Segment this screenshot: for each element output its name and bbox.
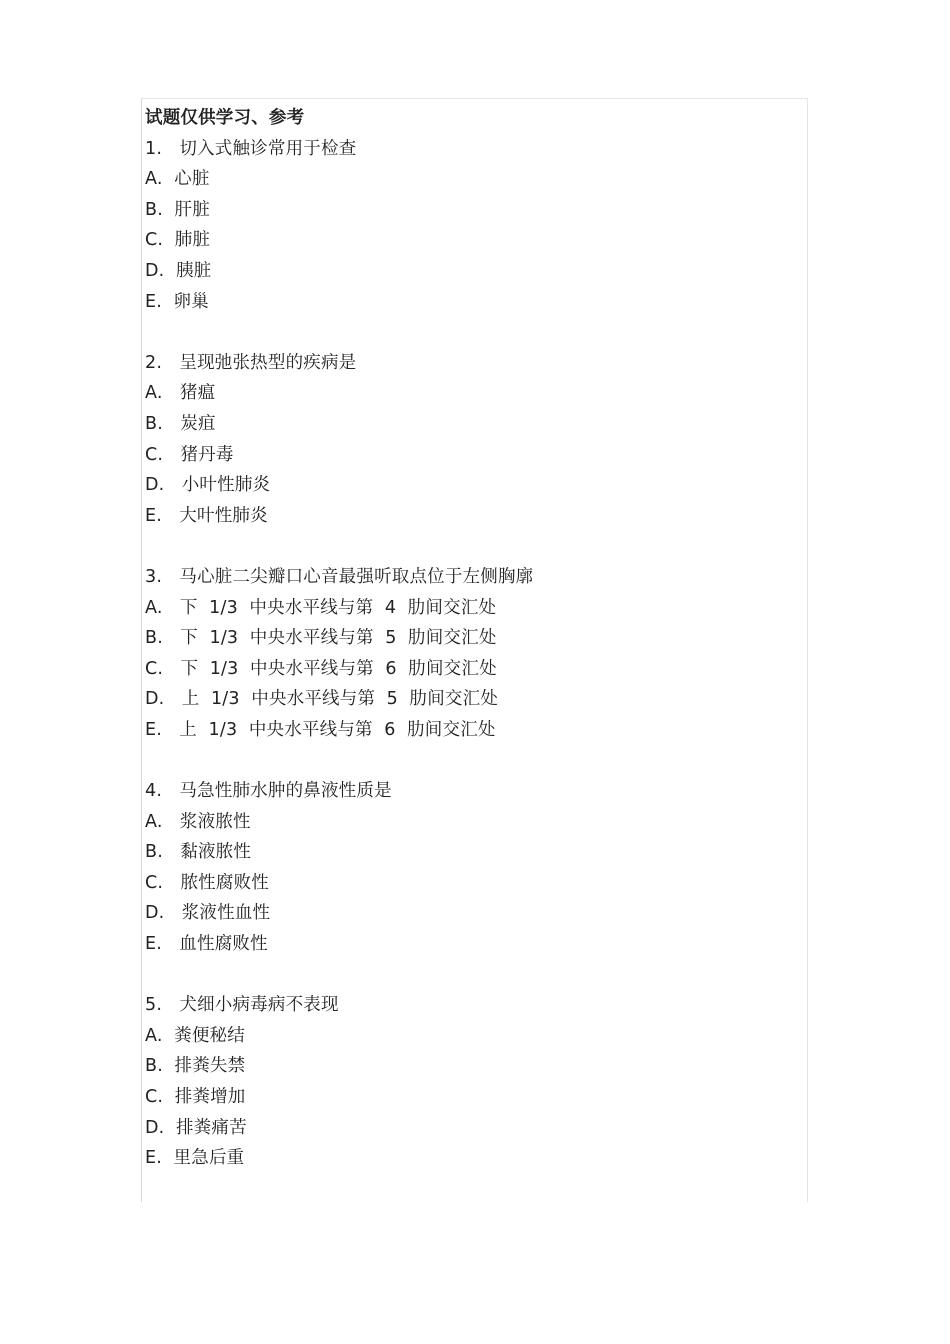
question-stem: 4. 马急性肺水肿的鼻液性质是 <box>145 781 392 802</box>
question-5 <box>145 990 795 1174</box>
spacer <box>145 531 795 562</box>
spacer <box>145 745 795 776</box>
option-c: C. 脓性腐败性 <box>145 872 269 893</box>
option-b: B. 黏液脓性 <box>145 842 252 863</box>
option-e: E. 卵巢 <box>145 291 209 312</box>
question-stem: 2. 呈现弛张热型的疾病是 <box>145 352 357 373</box>
option-b: B. 排粪失禁 <box>145 1056 246 1077</box>
question-1 <box>145 134 795 318</box>
option-d: D. 上 1/3 中央水平线与第 5 肋间交汇处 <box>145 689 499 710</box>
option-e: E. 血性腐败性 <box>145 934 268 955</box>
question-2 <box>145 348 795 532</box>
option-c: C. 排粪增加 <box>145 1087 246 1107</box>
option-b: B. 下 1/3 中央水平线与第 5 肋间交汇处 <box>145 628 497 649</box>
question-stem: 1. 切入式触诊常用于检查 <box>145 138 357 159</box>
question-3 <box>145 562 795 746</box>
option-a: A. 心脏 <box>145 169 210 190</box>
option-d: D. 排粪痛苦 <box>145 1117 247 1138</box>
option-d: D. 胰脏 <box>145 260 212 281</box>
option-d: D. 小叶性肺炎 <box>145 475 271 496</box>
option-a: A. 粪便秘结 <box>145 1025 245 1046</box>
spacer <box>145 317 795 348</box>
option-d: D. 浆液性血性 <box>145 903 271 924</box>
question-stem: 5. 犬细小病毒病不表现 <box>145 995 339 1016</box>
spacer <box>145 960 795 991</box>
option-b: B. 肝脏 <box>145 199 210 220</box>
option-a: A. 浆液脓性 <box>145 811 251 832</box>
option-a: A. 下 1/3 中央水平线与第 4 肋间交汇处 <box>145 597 497 618</box>
question-4 <box>145 776 795 960</box>
document-header: 试题仅供学习、参考 <box>145 108 305 128</box>
option-c: C. 下 1/3 中央水平线与第 6 肋间交汇处 <box>145 658 497 679</box>
option-c: C. 肺脏 <box>145 230 211 251</box>
question-stem: 3. 马心脏二尖瓣口心音最强听取点位于左侧胸廓 <box>145 566 534 587</box>
option-e: E. 里急后重 <box>145 1148 245 1169</box>
option-e: E. 大叶性肺炎 <box>145 505 268 526</box>
exam-document <box>145 103 795 1174</box>
option-b: B. 炭疽 <box>145 413 216 434</box>
option-e: E. 上 1/3 中央水平线与第 6 肋间交汇处 <box>145 719 496 740</box>
option-a: A. 猪瘟 <box>145 383 216 404</box>
option-c: C. 猪丹毒 <box>145 444 234 465</box>
